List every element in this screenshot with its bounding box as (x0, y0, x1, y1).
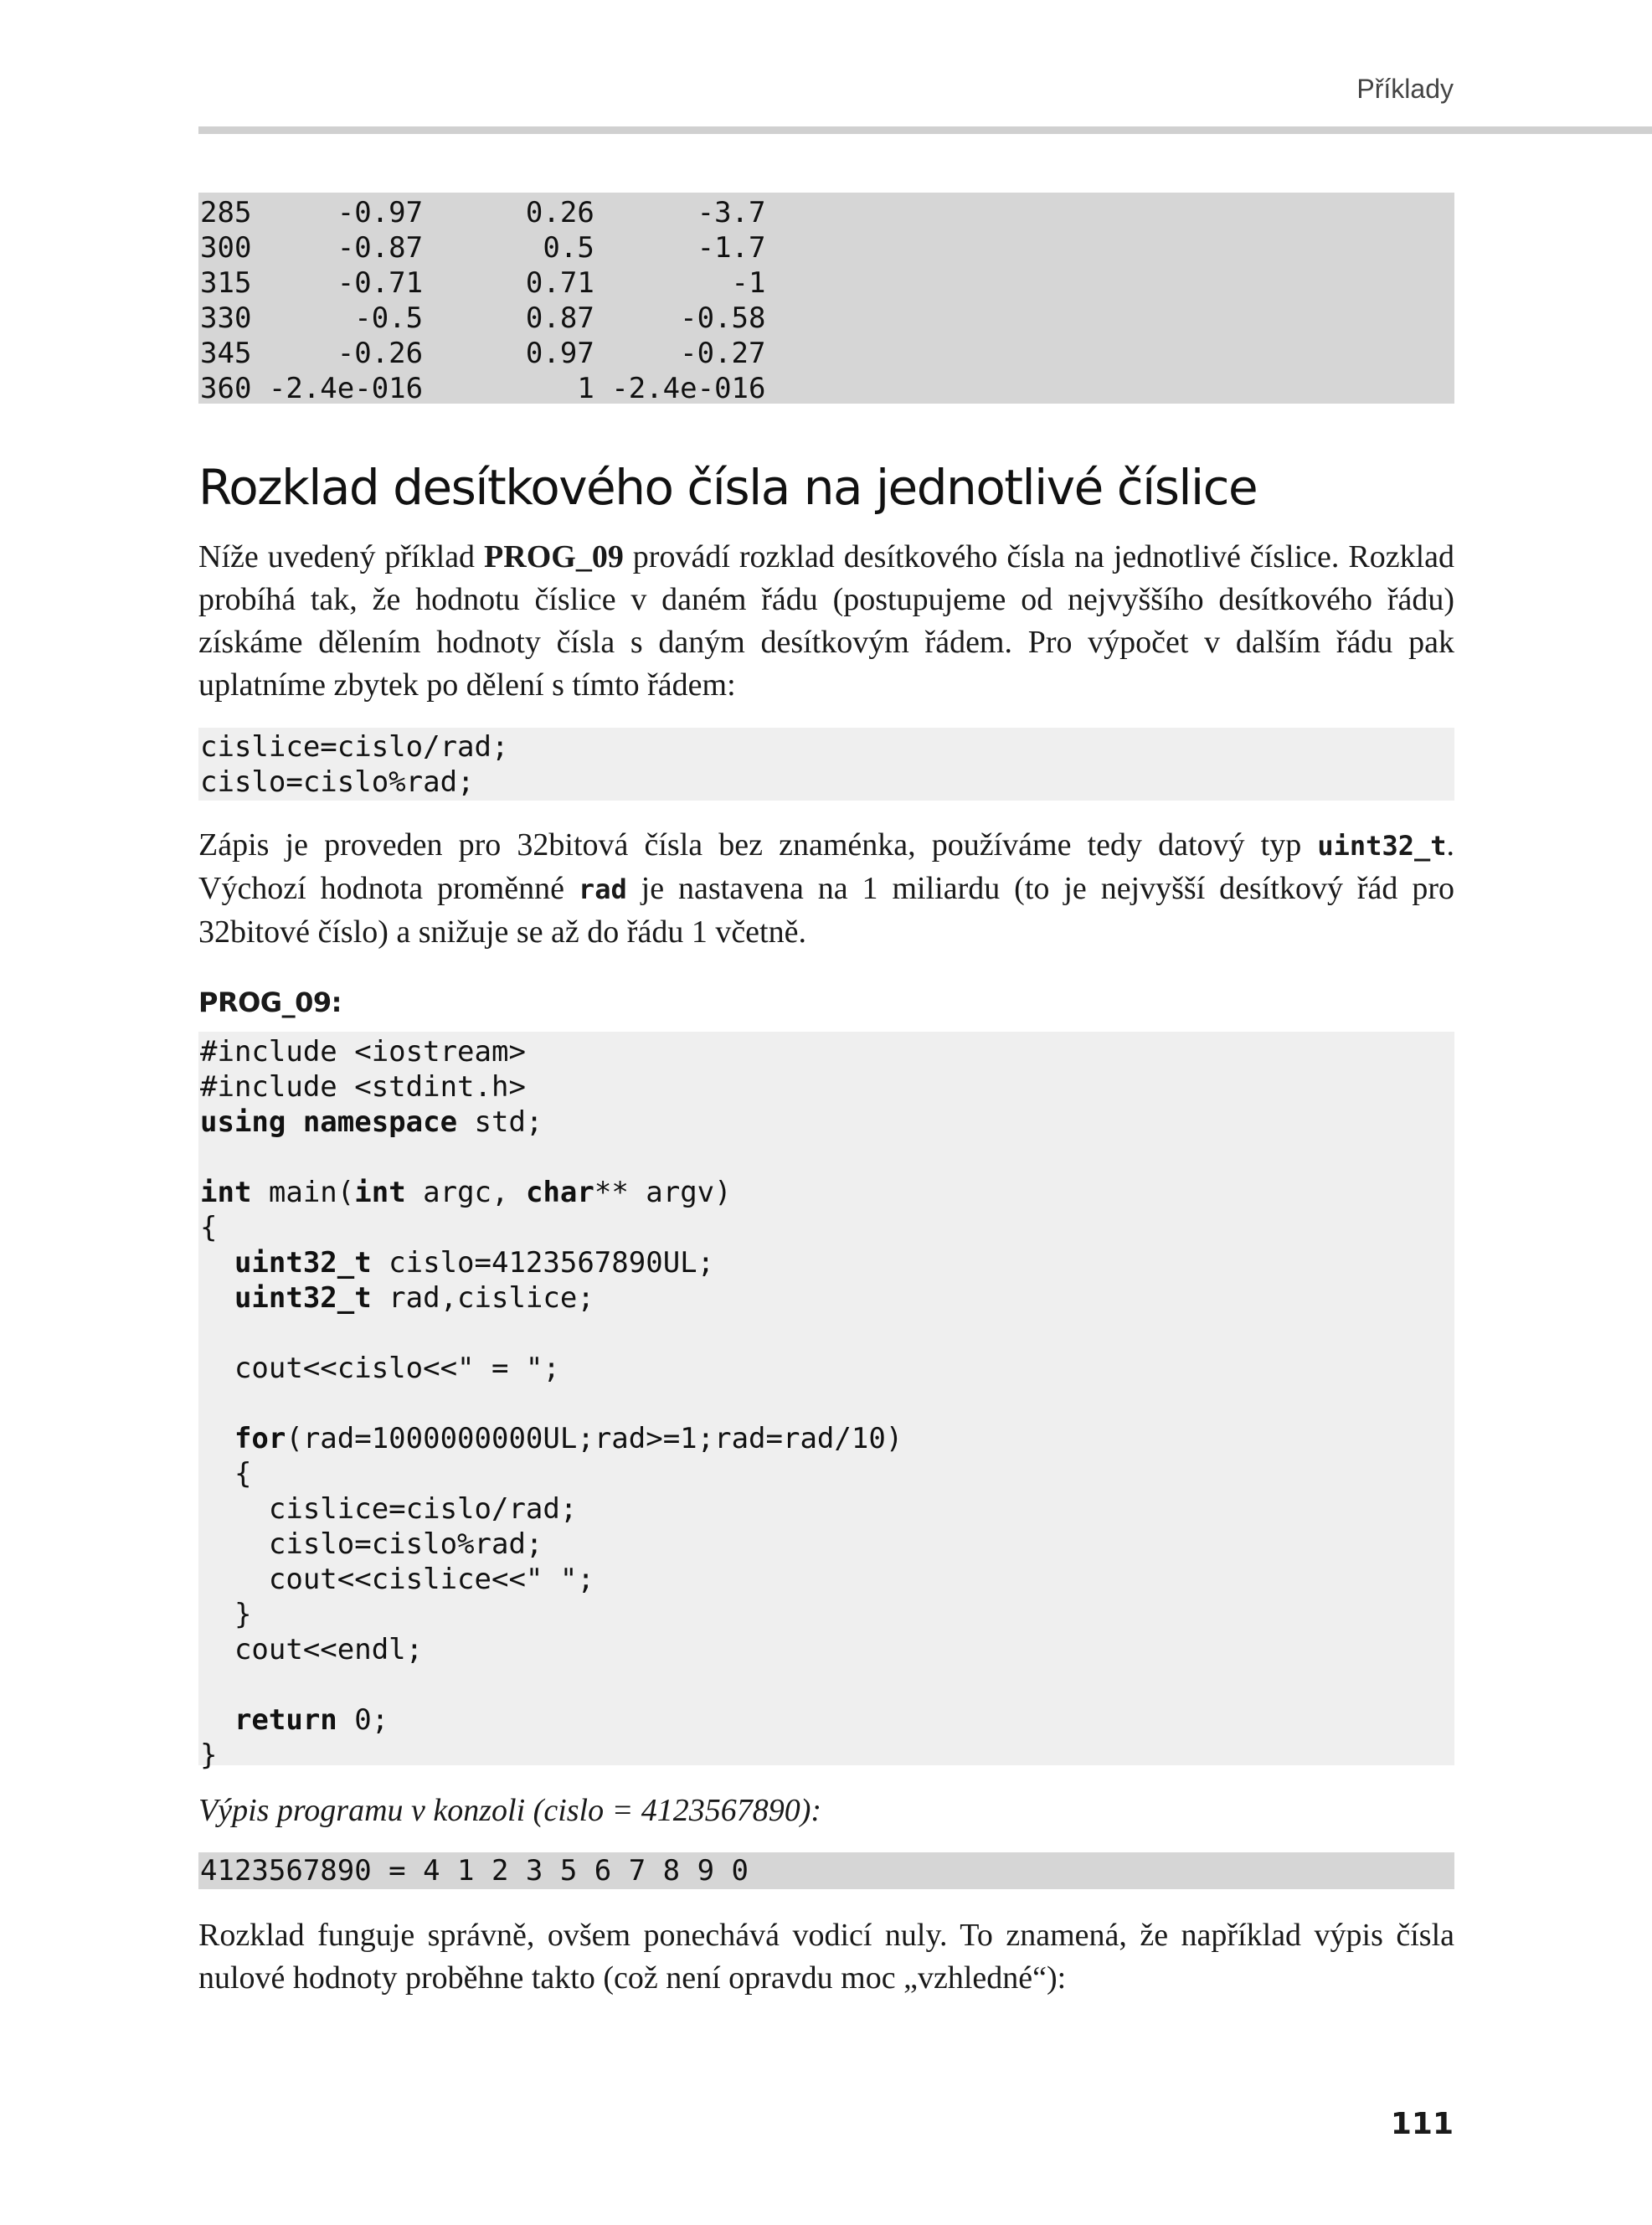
code-line (200, 1703, 389, 1737)
code-text: cislo=cislo%rad; (200, 1527, 543, 1561)
code-line (200, 1598, 251, 1631)
output-table-line: 285 -0.97 0.26 -3.7 (200, 196, 766, 229)
code-text: cout<<cislo<<" = "; (200, 1352, 560, 1385)
code-text: (rad=1000000000UL;rad>=1;rad=rad/10) (286, 1422, 903, 1455)
code-keyword: using namespace (200, 1105, 458, 1139)
running-head-title: Příklady (1356, 74, 1454, 104)
uint-type-code: uint32_t (1317, 830, 1447, 862)
uint-paragraph (198, 824, 1454, 954)
rad-variable-code: rad (578, 873, 627, 905)
code-line-main (200, 1176, 732, 1209)
output-table-line: 345 -0.26 0.97 -0.27 (200, 337, 766, 370)
code-text: cislice=cislo/rad; (200, 1492, 578, 1526)
code-text: } (200, 1738, 218, 1772)
program-code (198, 1032, 1454, 1772)
keyword-int: int (354, 1176, 406, 1209)
code-keyword: for (200, 1422, 286, 1455)
code-text: std; (457, 1105, 543, 1139)
code-line (200, 1422, 903, 1455)
code-line (200, 1738, 217, 1772)
code-text: 0; (337, 1703, 389, 1737)
uint-text-1: Zápis je proveden pro 32bitová čísla bez znaménka, používáme tedy datový typ (198, 827, 1318, 863)
code-text: cout<<endl; (200, 1633, 424, 1666)
code-line (200, 1070, 526, 1104)
final-paragraph: Rozklad funguje správně, ovšem ponechává vodicí nuly. To znamená, že například výpis čísla nulové hodnoty proběhne takto (což není opravdu moc „vzhledné“): (198, 1918, 1454, 1996)
code-line (200, 1457, 251, 1491)
section-title: Rozklad desítkového čísla na jednotlivé číslice (198, 459, 1258, 516)
code-text: ** argv) (594, 1176, 732, 1209)
keyword-char: char (525, 1176, 594, 1209)
code-line (200, 1527, 543, 1561)
page-number: 111 (1390, 2107, 1454, 2141)
program-label: PROG_09: (198, 986, 342, 1018)
code-text: main( (251, 1176, 355, 1209)
intro-text-after: provádí rozklad desítkového čísla na jednotlivé číslice. Rozklad probíhá tak, že hodnotu číslice v daném řádu (postupujeme od nejvyššího desítkového řádu) získáme dělením hodnoty čísla s daným desítkovým řádem. Pro výpočet v dalším řádu pak uplatníme zbytek po dělení s tímto řádem: (198, 539, 1454, 703)
console-output-line: 4123567890 = 4 1 2 3 5 6 7 8 9 0 (200, 1854, 749, 1888)
code-text: cout<<cislice<<" "; (200, 1563, 594, 1596)
code-keyword: uint32_t (200, 1281, 372, 1315)
output-table-line: 360 -2.4e-016 1 -2.4e-016 (200, 372, 766, 405)
code-text: rad,cislice; (371, 1281, 594, 1315)
output-table-line: 300 -0.87 0.5 -1.7 (200, 231, 766, 265)
intro-text-before: Níže uvedený příklad (198, 539, 485, 574)
output-table-line: 330 -0.5 0.87 -0.58 (200, 301, 766, 335)
code-text: } (200, 1598, 252, 1631)
header-rule (198, 126, 1652, 134)
code-line (200, 1352, 560, 1385)
code-line (200, 1105, 543, 1139)
code-text: cislo=4123567890UL; (371, 1246, 715, 1280)
code-line (200, 1563, 594, 1596)
uint-text-2: . Výchozí hodnota proměnné (198, 827, 1454, 906)
code-text: #include <iostream> (200, 1035, 526, 1069)
code-line (200, 1281, 594, 1315)
snippet-line: cislice=cislo/rad; (200, 730, 509, 764)
code-text: { (200, 1211, 218, 1244)
snippet-line: cislo=cislo%rad; (200, 765, 475, 799)
code-text: #include <stdint.h> (200, 1070, 526, 1104)
code-line (200, 1633, 423, 1666)
keyword-int: int (200, 1176, 252, 1209)
output-table-line: 315 -0.71 0.71 -1 (200, 266, 766, 300)
code-snippet (198, 728, 1454, 801)
code-text: { (200, 1457, 252, 1491)
code-keyword: return (200, 1703, 337, 1737)
intro-paragraph (198, 536, 1454, 707)
output-table (198, 193, 1454, 404)
code-line (200, 1035, 526, 1069)
code-line (200, 1492, 577, 1526)
intro-prog-name: PROG_09 (484, 539, 624, 574)
code-line (200, 1211, 217, 1244)
uint-text-3: je nastavena na 1 miliardu (to je nejvyšší desítkový řád pro 32bitové číslo) a snižuje se až do řádu 1 včetně. (198, 871, 1454, 950)
code-text: argc, (405, 1176, 526, 1209)
console-output (198, 1852, 1454, 1889)
code-keyword: uint32_t (200, 1246, 372, 1280)
code-line (200, 1246, 714, 1280)
console-caption: Výpis programu v konzoli (cislo = 4123567890): (198, 1793, 822, 1828)
